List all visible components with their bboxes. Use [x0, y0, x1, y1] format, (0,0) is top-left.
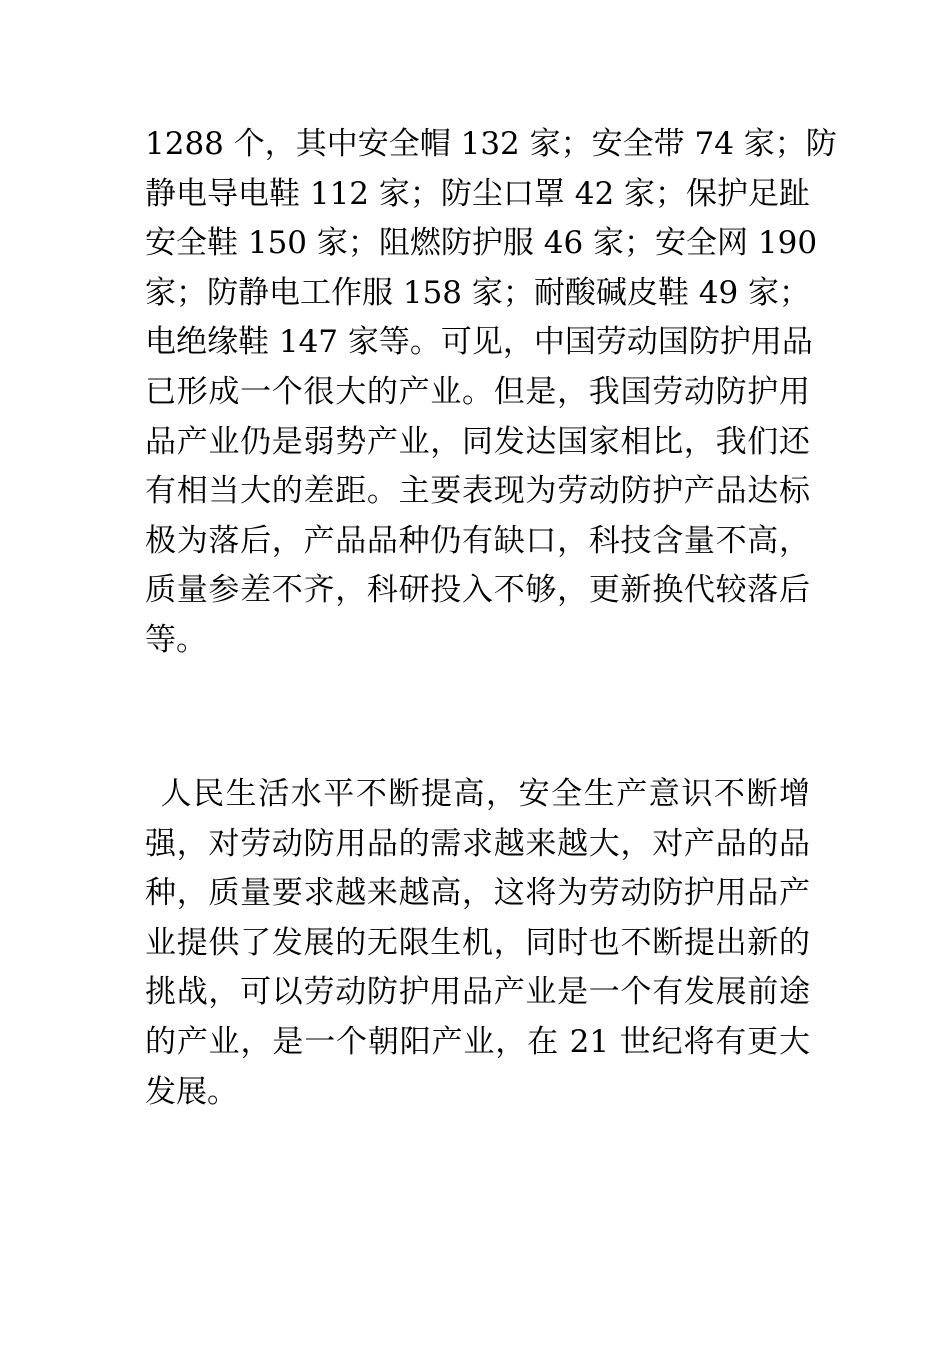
text-line: 等。	[145, 621, 207, 658]
text-line: 种，质量要求越来越高，这将为劳动防护用品产	[145, 875, 810, 912]
text-line: 有相当大的差距。主要表现为劳动防护产品达标	[145, 473, 810, 510]
text-line: 发展。	[145, 1073, 238, 1110]
text-line	[145, 770, 810, 820]
text-line: 已形成一个很大的产业。但是，我国劳动防护用	[145, 373, 810, 410]
text-line-content: 人民生活水平不断提高，安全生产意识不断增	[159, 776, 810, 812]
text-line: 的产业，是一个朝阳产业，在 21 世纪将有更大	[145, 1023, 810, 1060]
text-line: 家；防静电工作服 158 家；耐酸碱皮鞋 49 家；	[145, 274, 811, 311]
text-line: 1288 个，其中安全帽 132 家；安全带 74 家；防	[145, 126, 837, 162]
paragraph-industry-outlook	[145, 770, 810, 1117]
text-line: 质量参差不齐，科研投入不够，更新换代较落后	[145, 572, 810, 609]
text-line: 强，对劳动防用品的需求越来越大，对产品的品	[145, 825, 810, 862]
text-line: 静电导电鞋 112 家；防尘口罩 42 家；保护足趾	[145, 175, 811, 212]
text-line: 安全鞋 150 家；阻燃防护服 46 家；安全网 190	[145, 225, 818, 262]
text-line: 品产业仍是弱势产业，同发达国家相比，我们还	[145, 423, 810, 460]
text-line: 挑战，可以劳动防护用品产业是一个有发展前途	[145, 974, 810, 1011]
text-line: 电绝缘鞋 147 家等。可见，中国劳动国防护用品	[145, 324, 813, 361]
text-line: 业提供了发展的无限生机，同时也不断提出新的	[145, 924, 810, 961]
paragraph-industry-statistics	[145, 120, 837, 666]
text-line: 极为落后，产品品种仍有缺口，科技含量不高，	[145, 522, 810, 559]
